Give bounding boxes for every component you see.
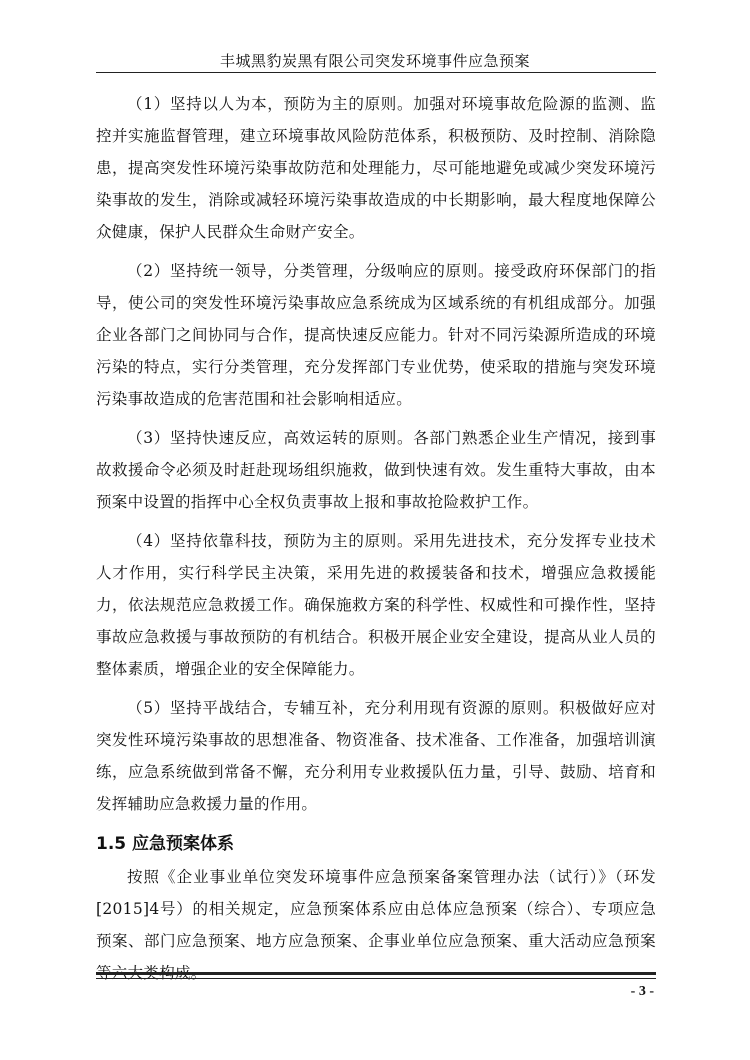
principle-paragraph-3: （3）坚持快速反应，高效运转的原则。各部门熟悉企业生产情况，接到事故救援命令必须及时赶赴现场组织施救，做到快速有效。发生重特大事故，由本预案中设置的指挥中心全权负责事故上报和事故抢险救护工作。 [96, 429, 656, 511]
principle-paragraph-2: （2）坚持统一领导，分类管理，分级响应的原则。接受政府环保部门的指导，使公司的突发性环境污染事故应急系统成为区域系统的有机组成部分。加强企业各部门之间协同与合作，提高快速反应能力。针对不同污染源所造成的环境污染的特点，实行分类管理，充分发挥部门专业优势，使采取的措施与突发环境污染事故造成的危害范围和社会影响相适应。 [96, 262, 656, 408]
section-heading: 1.5 应急预案体系 [96, 834, 235, 854]
document-body [96, 88, 656, 996]
footer-rule-thick [96, 972, 656, 975]
footer-rule-thin [96, 978, 656, 979]
page-number: - 3 - [630, 984, 654, 999]
section-paragraph: 按照《企业事业单位突发环境事件应急预案备案管理办法（试行）》（环发[2015]4号）的相关规定，应急预案体系应由总体应急预案（综合）、专项应急预案、部门应急预案、地方应急预案、企事业单位应急预案、重大活动应急预案等六大类构成。 [96, 868, 656, 982]
principle-paragraph-4: （4）坚持依靠科技，预防为主的原则。采用先进技术，充分发挥专业技术人才作用，实行科学民主决策，采用先进的救援装备和技术，增强应急救援能力，依法规范应急救援工作。确保施救方案的科学性、权威性和可操作性，坚持事故应急救援与事故预防的有机结合。积极开展企业安全建设，提高从业人员的整体素质，增强企业的安全保障能力。 [96, 532, 656, 678]
principle-paragraph-5: （5）坚持平战结合，专辅互补，充分利用现有资源的原则。积极做好应对突发性环境污染事故的思想准备、物资准备、技术准备、工作准备，加强培训演练，应急系统做到常备不懈，充分利用专业救援队伍力量，引导、鼓励、培育和发挥辅助应急救援力量的作用。 [96, 699, 656, 813]
header-rule [96, 72, 656, 73]
running-header-title: 丰城黑豹炭黑有限公司突发环境事件应急预案 [219, 52, 530, 70]
principle-paragraph-1: （1）坚持以人为本，预防为主的原则。加强对环境事故危险源的监测、监控并实施监督管理，建立环境事故风险防范体系，积极预防、及时控制、消除隐患，提高突发性环境污染事故防范和处理能力，尽可能地避免或减少突发环境污染事故的发生，消除或减轻环境污染事故造成的中长期影响，最大程度地保障公众健康，保护人民群众生命财产安全。 [96, 95, 656, 241]
